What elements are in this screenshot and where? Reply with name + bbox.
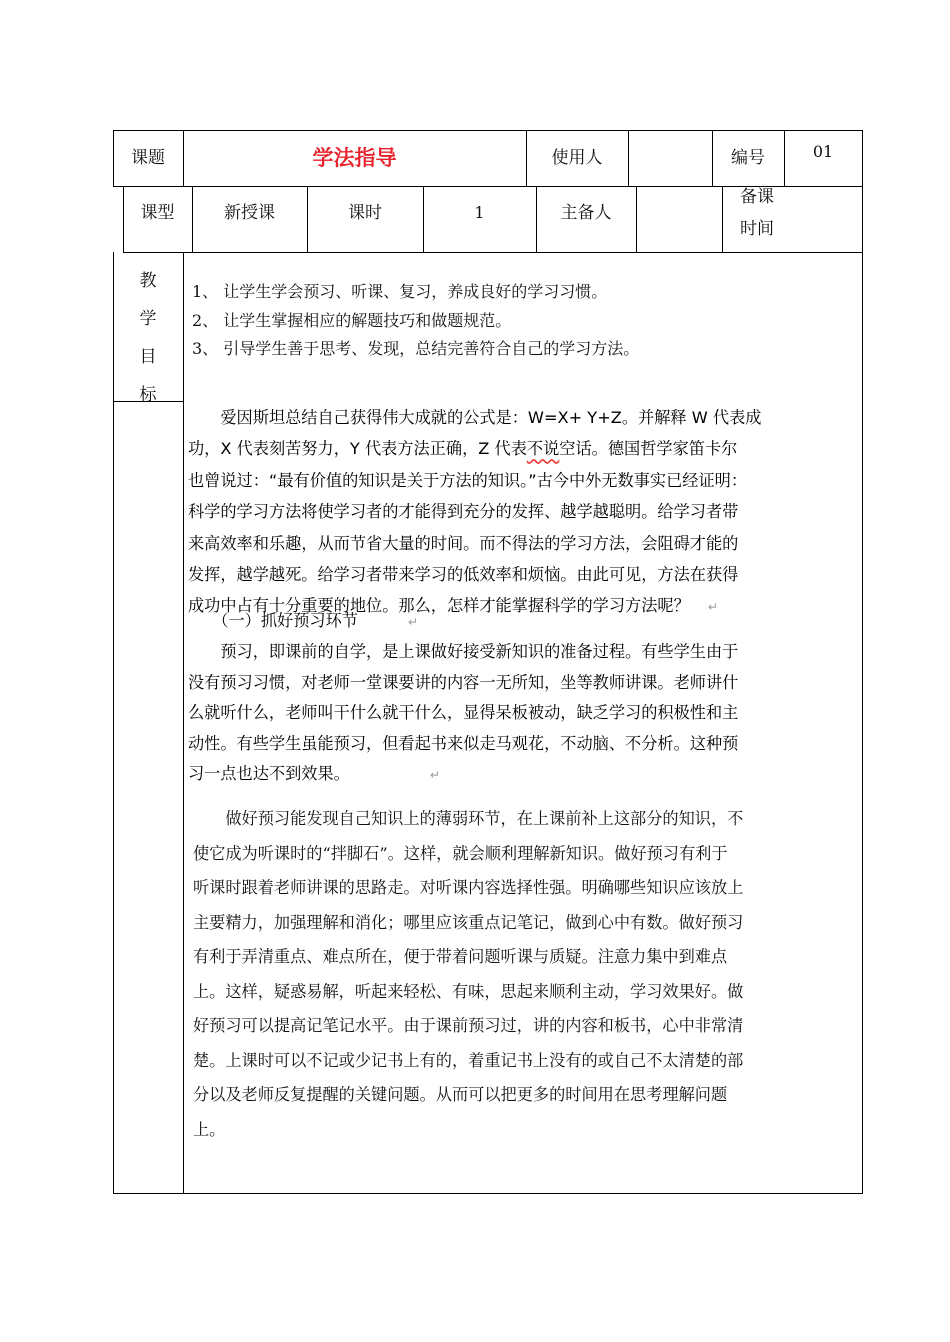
text-line: 么就听什么，老师叫干什么就干什么，显得呆板被动，缺乏学习的积极性和主: [188, 703, 739, 722]
text-line: 爱因斯坦总结自己获得伟大成就的公式是：W=X+ Y+Z。并解释 W 代表成: [188, 408, 762, 427]
text-line: 没有预习习惯，对老师一堂课要讲的内容一无所知，坐等教师讲课。老师讲什: [188, 672, 739, 692]
text-line: 分以及老师反复提醒的关键问题。从而可以把更多的时间用在思考理解问题: [193, 1085, 728, 1104]
section-heading: （一）抓好预习环节 ↵: [188, 611, 419, 630]
teaching-goals-label: [113, 266, 183, 410]
goal-item: 2、 让学生掌握相应的解题技巧和做题规范。: [192, 310, 512, 330]
text-line: 功，X 代表刻苦努力，Y 代表方法正确，Z 代表不说空话。德国哲学家笛卡尔: [188, 439, 738, 459]
preparer-label: 主备人: [560, 203, 612, 223]
table-border-right: [862, 130, 863, 1193]
preview-section: [188, 606, 852, 791]
paragraph-mark-icon: ↵: [707, 600, 718, 615]
text-line: 主要精力，加强理解和消化；哪里应该重点记笔记，做到心中有数。做好预习: [193, 912, 744, 932]
type-value: 新授课: [224, 203, 275, 223]
text-line: 使它成为听课时的“拌脚石”。这样，就会顺利理解新知识。做好预习有利于: [193, 843, 728, 863]
text-line: 上。这样，疑惑易解，听起来轻松、有味，思起来顺利主动，学习效果好。做: [193, 981, 744, 1001]
row2-bottom-border: [123, 252, 863, 253]
paragraph-mark-icon: ↵: [407, 615, 419, 629]
spellcheck-underline: 不说: [526, 439, 560, 459]
body-label-divider: [183, 252, 184, 1194]
teaching-goals-list: [192, 278, 852, 364]
user-label: 使用人: [551, 148, 603, 168]
row1-divider: [628, 130, 629, 187]
text-line: 做好预习能发现自己知识上的薄弱环节，在上课前补上这部分的知识，不: [193, 809, 744, 828]
text-line: 成功中占有十分重要的地位。那么，怎样才能掌握科学的学习方法呢？ ↵: [188, 596, 718, 616]
lesson-title: 学法指导: [312, 146, 397, 170]
row2-divider: [636, 186, 637, 253]
text-line: 来高效率和乐趣，从而节省大量的时间。而不得法的学习方法，会阻碍才能的: [188, 533, 739, 553]
goal-label-char: 标: [139, 385, 157, 405]
text-line: 科学的学习方法将使学习者的才能得到充分的发挥、越学越聪明。给学习者带: [188, 502, 739, 522]
goal-label-char: 教: [139, 271, 157, 291]
text-line: 上。: [193, 1119, 226, 1139]
text-line: 发挥，越学越死。给学习者带来学习的低效率和烦恼。由此可见，方法在获得: [188, 565, 739, 585]
type-label: 课型: [140, 203, 175, 223]
text-line: 有利于弄清重点、难点所在，便于带着问题听课与质疑。注意力集中到难点: [193, 947, 728, 966]
table-border-bottom: [113, 1193, 863, 1194]
goal-label-char: 目: [139, 347, 157, 367]
text-line: 动性。有些学生虽能预习，但看起书来似走马观花，不动脑、不分析。这种预: [188, 733, 739, 753]
lesson-label: 课题: [131, 148, 165, 168]
number-label: 编号: [731, 148, 765, 168]
text-line: 好预习可以提高记笔记水平。由于课前预习过，讲的内容和板书，心中非常清: [193, 1016, 744, 1035]
period-value: 1: [474, 203, 485, 222]
text-line: 习一点也达不到效果。 ↵: [188, 764, 440, 783]
number-value: 01: [812, 142, 834, 161]
prep-time-label-line1: 备课: [740, 187, 774, 207]
goal-label-char: 学: [139, 309, 157, 329]
text-line: 预习，即课前的自学，是上课做好接受新知识的准备过程。有些学生由于: [188, 642, 739, 661]
text-line: 听课时跟着老师讲课的思路走。对听课内容选择性强。明确哪些知识应该放上: [193, 878, 744, 897]
goal-item: 3、 引导学生善于思考、发现，总结完善符合自己的学习方法。: [192, 339, 640, 358]
prep-time-label-line2: 时间: [740, 219, 774, 239]
paragraph-mark-icon: ↵: [429, 768, 440, 782]
text-line: 楚。上课时可以不记或少记书上有的，着重记书上没有的或自己不太清楚的部: [193, 1050, 744, 1070]
period-label: 课时: [348, 203, 382, 223]
intro-paragraph: [188, 402, 852, 624]
goal-item: 1、 让学生学会预习、听课、复习，养成良好的学习习惯。: [192, 282, 608, 301]
text-line: 也曾说过：“最有价值的知识是关于方法的知识。”古今中外无数事实已经证明：: [188, 470, 748, 490]
table-border-top: [113, 130, 863, 131]
detail-paragraph: [193, 802, 853, 1147]
